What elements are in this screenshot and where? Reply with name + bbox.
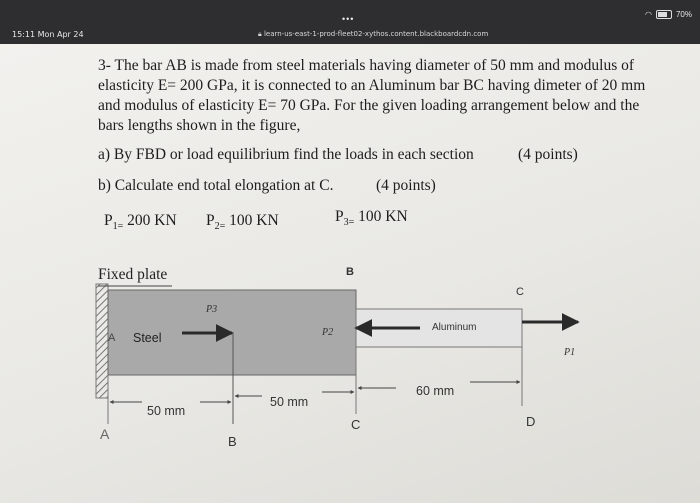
question-intro: 3- The bar AB is made from steel materials having diameter of 50 mm and modulus of elasticity E= 200 GPa, it is connected to an Aluminum bar BC having dimeter of 20 mm and modulus of elasticity E= 70 GPa. For the given loading arrangement below and the bars lengths shown in the figure, [98, 57, 646, 134]
aluminum-label: Aluminum [432, 322, 477, 333]
length-bc: 60 mm [416, 384, 455, 398]
status-bar [0, 0, 700, 44]
multitask-dots-icon[interactable]: ••• [342, 14, 355, 24]
document-page [0, 44, 700, 503]
status-indicators [645, 10, 692, 19]
battery-percent: 70% [675, 10, 692, 19]
p3-label: P3 [206, 304, 218, 315]
point-c-bottom-label: C [351, 417, 361, 432]
battery-icon [656, 10, 672, 19]
point-a-bottom-label: A [100, 426, 110, 442]
length-ab-2: 50 mm [270, 395, 309, 409]
point-b-bottom-label: B [228, 434, 237, 449]
point-c-top-label: C [516, 286, 524, 298]
lock-icon: 🔒︎ [258, 30, 264, 38]
url-text: learn-us-east-1-prod-fleet02-xythos.content.blackboardcdn.com [263, 30, 489, 38]
address-bar-url[interactable] [258, 30, 488, 39]
wifi-icon: ◠ [645, 10, 652, 19]
point-b-top-label: B [346, 266, 354, 278]
p2-label: P2 [322, 327, 334, 338]
part-a: a) By FBD or load equilibrium find the loads in each section [98, 146, 474, 163]
load-p2: $P_{2=}$ 100 KN [206, 212, 279, 233]
part-b-points: (4 points) [376, 177, 436, 194]
point-a-label: A [108, 332, 116, 344]
part-b: b) Calculate end total elongation at C. [98, 177, 334, 194]
part-a-points: (4 points) [518, 146, 578, 163]
load-p1: $P_{1=}$ 200 KN [104, 212, 177, 233]
point-d-label: D [526, 414, 536, 429]
length-ab-1: 50 mm [147, 404, 186, 418]
steel-label: Steel [133, 331, 162, 345]
p1-label: P1 [564, 347, 576, 358]
fixed-plate-label: Fixed plate [98, 266, 168, 283]
status-time: 15:11 Mon Apr 24 [12, 30, 84, 39]
fixed-plate [96, 284, 108, 398]
load-p3: $P_{3=}$ 100 KN [335, 208, 408, 229]
